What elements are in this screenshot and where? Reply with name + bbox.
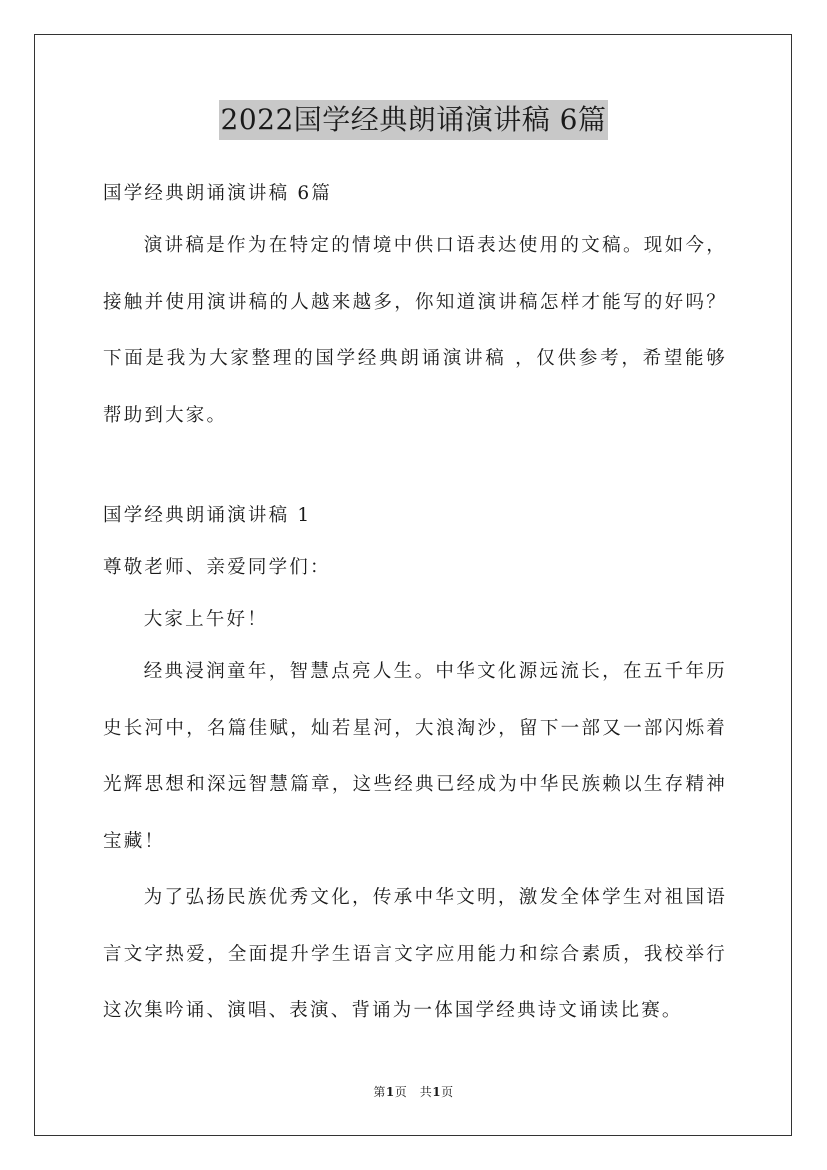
body-paragraph: 为了弘扬民族优秀文化，传承中华文明，激发全体学生对祖国语言文字热爱，全面提升学生语言文字应用能力和综合素质，我校举行这次集吟诵、演唱、表演、背诵为一体国学经典诗文诵读比赛。 (103, 887, 727, 1021)
page-suffix: 页 (441, 1085, 454, 1099)
document-subtitle: 国学经典朗诵演讲稿 6篇 (103, 183, 333, 204)
document-title: 2022国学经典朗诵演讲稿 6篇 (219, 100, 609, 140)
page-prefix: 第 (373, 1085, 386, 1099)
salutation: 尊敬老师、亲爱同学们： (103, 557, 331, 578)
greeting: 大家上午好！ (143, 609, 268, 630)
intro-paragraph: 演讲稿是作为在特定的情境中供口语表达使用的文稿。现如今，接触并使用演讲稿的人越来越多，你知道演讲稿怎样才能写的好吗？下面是我为大家整理的国学经典朗诵演讲稿 ，仅供参考，希望能够帮助到大家。 (103, 235, 727, 426)
page-footer (0, 1083, 827, 1100)
title-container (0, 100, 827, 140)
document-body (103, 176, 727, 1040)
page-mid: 页 共 (394, 1085, 433, 1099)
section-spacer (103, 444, 727, 502)
section-heading: 国学经典朗诵演讲稿 1 (103, 505, 312, 526)
body-paragraph: 经典浸润童年，智慧点亮人生。中华文化源远流长，在五千年历史长河中，名篇佳赋，灿若星河，大浪淘沙，留下一部又一部闪烁着光辉思想和深远智慧篇章，这些经典已经成为中华民族赖以生存精神宝藏！ (103, 661, 727, 852)
page-number: 1 (385, 1085, 395, 1099)
page-total: 1 (432, 1085, 442, 1099)
